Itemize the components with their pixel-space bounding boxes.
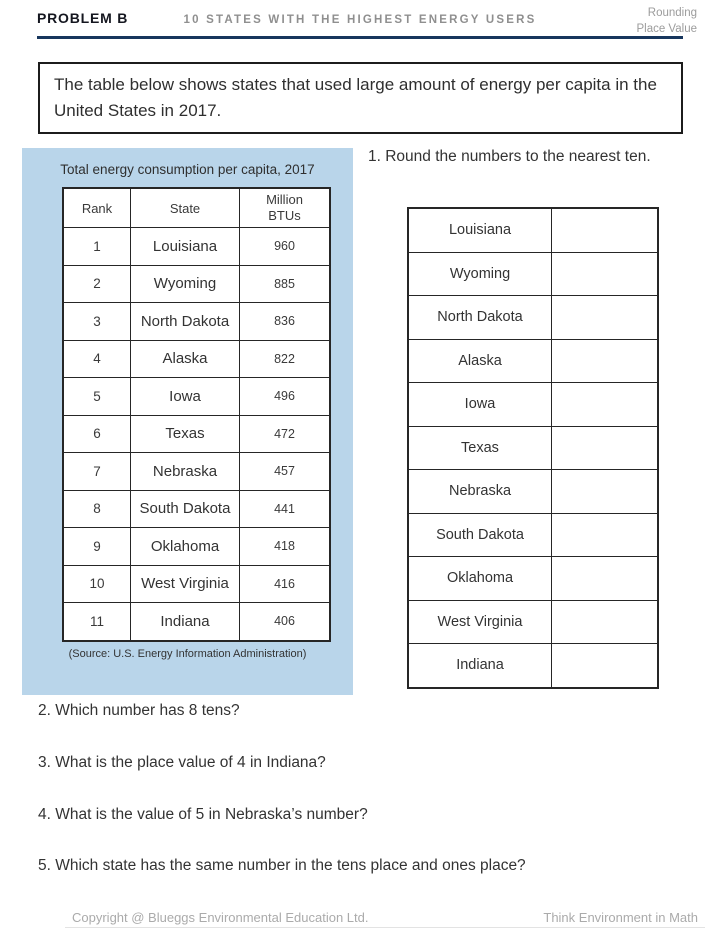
- state-label-cell: Indiana: [408, 644, 552, 688]
- btus-cell: 960: [240, 228, 331, 266]
- answer-row: [408, 208, 658, 252]
- btus-column-header: [240, 188, 331, 228]
- problem-label: PROBLEM B: [37, 10, 129, 26]
- energy-header-row: [63, 188, 330, 228]
- topic-line-rounding: Rounding: [647, 7, 697, 19]
- btus-cell: 472: [240, 415, 331, 453]
- table-row: [63, 228, 330, 266]
- state-label-cell: Alaska: [408, 339, 552, 383]
- answer-cell[interactable]: [552, 208, 659, 252]
- answer-cell[interactable]: [552, 426, 659, 470]
- table-row: [63, 303, 330, 341]
- btus-cell: 885: [240, 265, 331, 303]
- state-cell: Nebraska: [131, 453, 240, 491]
- answer-cell[interactable]: [552, 644, 659, 688]
- table-row: [63, 453, 330, 491]
- intro-text: The table below shows states that used large amount of energy per capita in the United States in 2017.: [54, 75, 657, 120]
- answer-row: [408, 426, 658, 470]
- rank-cell: 6: [63, 415, 131, 453]
- state-cell: Texas: [131, 415, 240, 453]
- table-row: [63, 603, 330, 641]
- answer-table: [407, 207, 659, 689]
- rank-cell: 11: [63, 603, 131, 641]
- table-row: [63, 528, 330, 566]
- state-label-cell: Oklahoma: [408, 557, 552, 601]
- state-cell: South Dakota: [131, 490, 240, 528]
- state-label-cell: South Dakota: [408, 513, 552, 557]
- state-cell: Oklahoma: [131, 528, 240, 566]
- table-row: [63, 490, 330, 528]
- btus-cell: 836: [240, 303, 331, 341]
- rank-cell: 3: [63, 303, 131, 341]
- footer-rule: [65, 927, 705, 928]
- question-1: 1. Round the numbers to the nearest ten.: [368, 148, 651, 165]
- state-label-cell: Wyoming: [408, 252, 552, 296]
- answer-row: [408, 557, 658, 601]
- state-cell: Indiana: [131, 603, 240, 641]
- table-row: [63, 265, 330, 303]
- question-2: 2. Which number has 8 tens?: [38, 702, 240, 719]
- answer-row: [408, 644, 658, 688]
- btus-header-text: Million BTUs: [266, 192, 303, 223]
- page-title: 10 STATES WITH THE HIGHEST ENERGY USERS: [183, 14, 537, 26]
- rank-cell: 10: [63, 565, 131, 603]
- btus-cell: 416: [240, 565, 331, 603]
- rank-cell: 5: [63, 378, 131, 416]
- btus-cell: 418: [240, 528, 331, 566]
- rank-cell: 2: [63, 265, 131, 303]
- answer-row: [408, 513, 658, 557]
- energy-table-title: Total energy consumption per capita, 2017: [60, 162, 315, 177]
- state-cell: Louisiana: [131, 228, 240, 266]
- answer-cell[interactable]: [552, 296, 659, 340]
- state-column-header: State: [131, 188, 240, 228]
- footer-tagline: Think Environment in Math: [543, 910, 698, 925]
- rank-cell: 7: [63, 453, 131, 491]
- answer-row: [408, 600, 658, 644]
- table-row: [63, 565, 330, 603]
- rank-cell: 9: [63, 528, 131, 566]
- header-rule: [37, 36, 683, 39]
- table-row: [63, 340, 330, 378]
- answer-cell[interactable]: [552, 470, 659, 514]
- intro-box: [38, 62, 683, 134]
- question-5: 5. Which state has the same number in the tens place and ones place?: [38, 857, 526, 874]
- btus-cell: 441: [240, 490, 331, 528]
- table-row: [63, 378, 330, 416]
- answer-cell[interactable]: [552, 557, 659, 601]
- topic-label: [636, 5, 697, 37]
- rank-cell: 1: [63, 228, 131, 266]
- state-cell: North Dakota: [131, 303, 240, 341]
- rank-cell: 4: [63, 340, 131, 378]
- rank-cell: 8: [63, 490, 131, 528]
- answer-cell[interactable]: [552, 600, 659, 644]
- question-3: 3. What is the place value of 4 in Indiana?: [38, 754, 326, 771]
- answer-cell[interactable]: [552, 383, 659, 427]
- source-note: (Source: U.S. Energy Information Administration): [68, 647, 307, 660]
- state-label-cell: Nebraska: [408, 470, 552, 514]
- answer-row: [408, 252, 658, 296]
- state-label-cell: North Dakota: [408, 296, 552, 340]
- answer-row: [408, 339, 658, 383]
- answer-row: [408, 470, 658, 514]
- state-cell: West Virginia: [131, 565, 240, 603]
- answer-cell[interactable]: [552, 513, 659, 557]
- state-cell: Wyoming: [131, 265, 240, 303]
- state-cell: Alaska: [131, 340, 240, 378]
- topic-line-place-value: Place Value: [636, 23, 697, 35]
- energy-panel: [22, 148, 353, 695]
- table-row: [63, 415, 330, 453]
- state-label-cell: Louisiana: [408, 208, 552, 252]
- state-cell: Iowa: [131, 378, 240, 416]
- state-label-cell: Texas: [408, 426, 552, 470]
- answer-row: [408, 296, 658, 340]
- answer-row: [408, 383, 658, 427]
- btus-cell: 822: [240, 340, 331, 378]
- btus-cell: 457: [240, 453, 331, 491]
- answer-cell[interactable]: [552, 339, 659, 383]
- state-label-cell: Iowa: [408, 383, 552, 427]
- question-4: 4. What is the value of 5 in Nebraska’s number?: [38, 806, 368, 823]
- btus-cell: 406: [240, 603, 331, 641]
- footer-copyright: Copyright @ Blueggs Environmental Education Ltd.: [72, 910, 369, 925]
- state-label-cell: West Virginia: [408, 600, 552, 644]
- answer-cell[interactable]: [552, 252, 659, 296]
- btus-cell: 496: [240, 378, 331, 416]
- rank-column-header: Rank: [63, 188, 131, 228]
- energy-table: [62, 187, 331, 642]
